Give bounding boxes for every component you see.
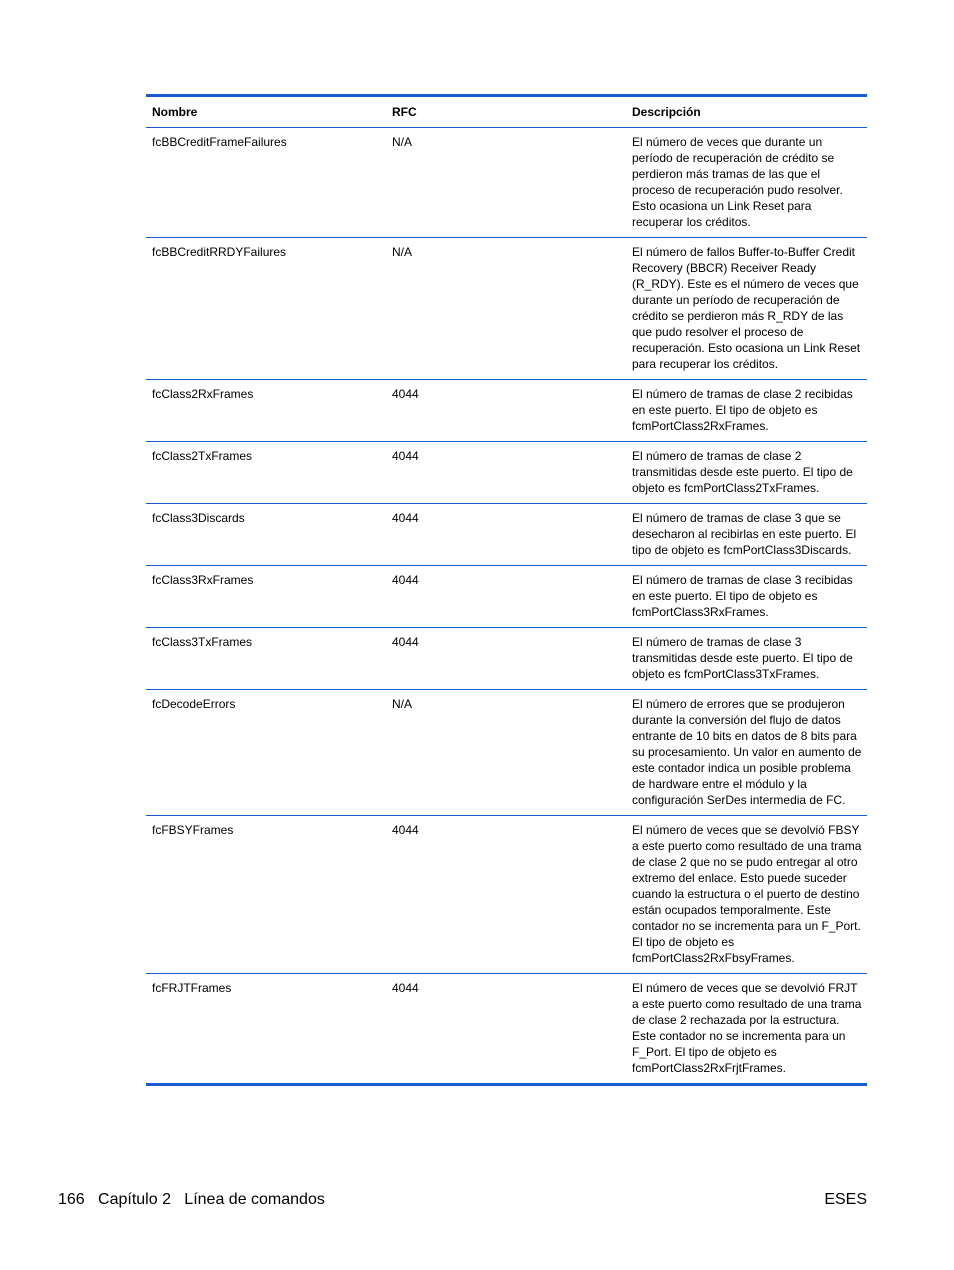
cell-rfc: 4044 bbox=[386, 504, 626, 566]
table-row bbox=[146, 974, 867, 1084]
cell-rfc: 4044 bbox=[386, 816, 626, 974]
table-row bbox=[146, 238, 867, 380]
cell-name: fcDecodeErrors bbox=[146, 690, 386, 816]
table-body bbox=[146, 128, 867, 1084]
cell-name: fcClass3Discards bbox=[146, 504, 386, 566]
table-row bbox=[146, 628, 867, 690]
table-grid bbox=[146, 97, 867, 1083]
table-row bbox=[146, 442, 867, 504]
cell-description: El número de veces que se devolvió FRJT a este puerto como resultado de una trama de clase 2 rechazada por la estructura. Este contador no se incrementa para un F_Port. El tipo de objeto es fcmPortClass2RxFrjtFrames. bbox=[632, 981, 862, 1075]
cell-name: fcFRJTFrames bbox=[152, 981, 232, 995]
cell-rfc: 4044 bbox=[386, 566, 626, 628]
cell-description: El número de tramas de clase 2 transmitidas desde este puerto. El tipo de objeto es fcmPortClass2TxFrames. bbox=[626, 442, 867, 504]
cell-name: fcClass3RxFrames bbox=[146, 566, 386, 628]
cell-description: El número de tramas de clase 3 que se desecharon al recibirlas en este puerto. El tipo de objeto es fcmPortClass3Discards. bbox=[626, 504, 867, 566]
cell-description: El número de tramas de clase 3 transmitidas desde este puerto. El tipo de objeto es fcmPortClass3TxFrames. bbox=[626, 628, 867, 690]
table-bottom-rule bbox=[146, 1083, 867, 1086]
cell-rfc: N/A bbox=[386, 238, 626, 380]
column-header-description: Descripción bbox=[626, 97, 867, 128]
table-header-row bbox=[146, 97, 867, 128]
column-header-name: Nombre bbox=[146, 97, 386, 128]
cell-description: El número de tramas de clase 3 recibidas en este puerto. El tipo de objeto es fcmPortClass3RxFrames. bbox=[626, 566, 867, 628]
cell-name: fcFBSYFrames bbox=[146, 816, 386, 974]
cell-name: fcBBCreditRRDYFailures bbox=[146, 238, 386, 380]
table-row bbox=[146, 816, 867, 974]
cell-rfc: 4044 bbox=[392, 981, 419, 995]
cell-rfc: N/A bbox=[386, 128, 626, 238]
cell-description: El número de veces que se devolvió FBSY a este puerto como resultado de una trama de clase 2 que no se pudo entregar al otro extremo del enlace. Esto puede suceder cuando la estructura o el puerto de destino están ocupados temporalmente. Este contador no se incrementa para un F_Port. El tipo de objeto es fcmPortClass2RxFbsyFrames. bbox=[626, 816, 867, 974]
table-row bbox=[146, 690, 867, 816]
cell-name: fcClass2TxFrames bbox=[146, 442, 386, 504]
table-row bbox=[146, 504, 867, 566]
page-footer bbox=[58, 1191, 867, 1213]
table-row bbox=[146, 128, 867, 238]
cell-rfc: 4044 bbox=[386, 442, 626, 504]
footer-locale: ESES bbox=[824, 1191, 867, 1208]
cell-rfc: 4044 bbox=[386, 628, 626, 690]
cell-description: El número de fallos Buffer-to-Buffer Credit Recovery (BBCR) Receiver Ready (R_RDY). Este es el número de veces que durante un período de recuperación de crédito se perdieron más R_RDY de las que pudo resolver el proceso de recuperación. Esto ocasiona un Link Reset para recuperar los créditos. bbox=[626, 238, 867, 380]
table-row bbox=[146, 380, 867, 442]
footer-page-info: 166 Capítulo 2 Línea de comandos bbox=[58, 1191, 325, 1208]
cell-description: El número de errores que se produjeron durante la conversión del flujo de datos entrante de 10 bits en datos de 8 bits para su procesamiento. Un valor en aumento de este contador indica un posible problema de hardware entre el módulo y la configuración SerDes intermedia de FC. bbox=[626, 690, 867, 816]
cell-name: fcBBCreditFrameFailures bbox=[146, 128, 386, 238]
cell-name: fcClass3TxFrames bbox=[146, 628, 386, 690]
parameters-table bbox=[146, 94, 867, 1086]
table-row bbox=[146, 566, 867, 628]
cell-description: El número de veces que durante un período de recuperación de crédito se perdieron más tramas de las que el proceso de recuperación pudo resolver. Esto ocasiona un Link Reset para recuperar los créditos. bbox=[626, 128, 867, 238]
cell-name: fcClass2RxFrames bbox=[146, 380, 386, 442]
cell-rfc: N/A bbox=[386, 690, 626, 816]
column-header-rfc: RFC bbox=[386, 97, 626, 128]
cell-description: El número de tramas de clase 2 recibidas en este puerto. El tipo de objeto es fcmPortClass2RxFrames. bbox=[626, 380, 867, 442]
cell-rfc: 4044 bbox=[386, 380, 626, 442]
